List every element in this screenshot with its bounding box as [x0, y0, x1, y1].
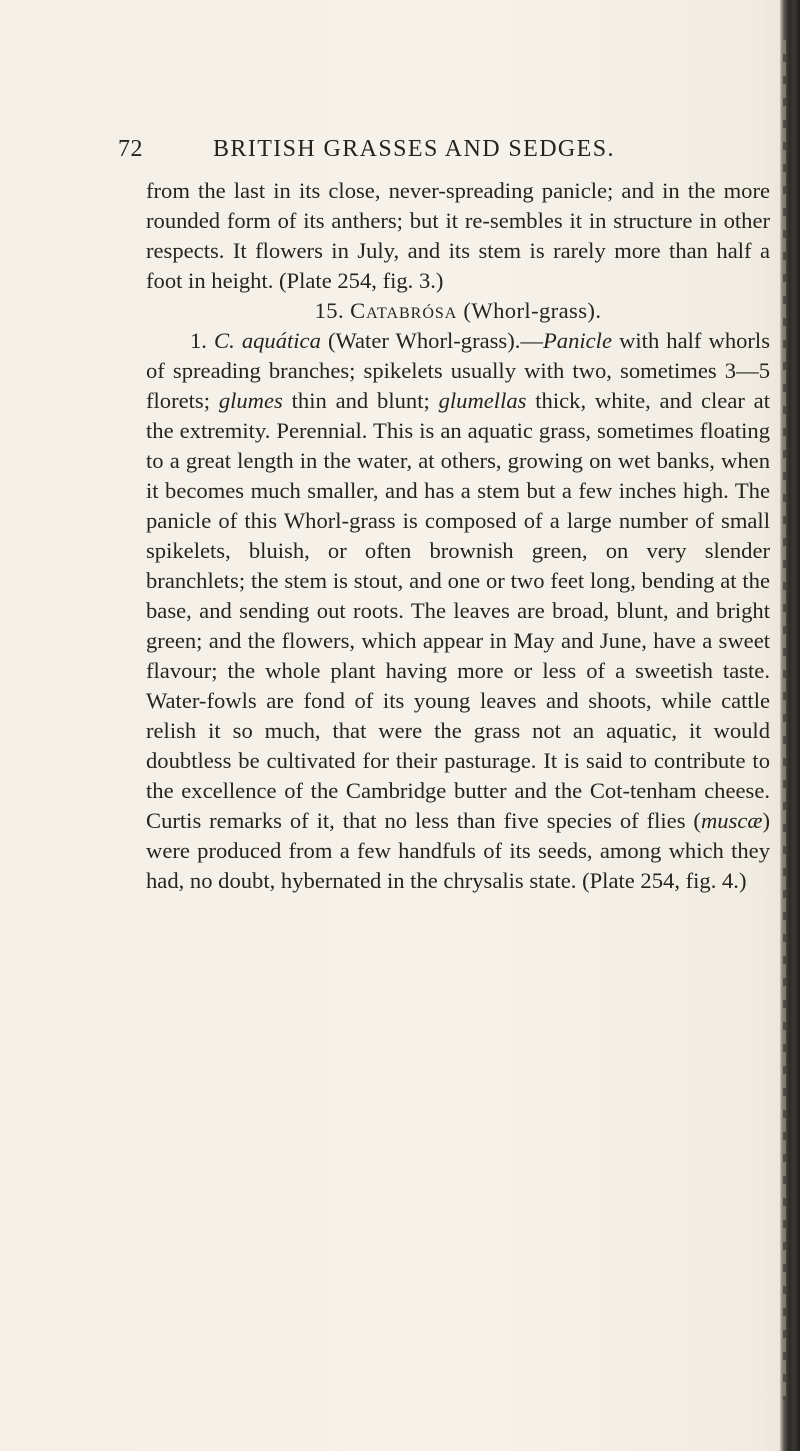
species-common-name: (Water Whorl-grass).— — [327, 328, 543, 353]
glumes-description: thin and blunt; — [282, 388, 439, 413]
glumellas-term: glumellas — [438, 388, 527, 413]
muscae-term: muscæ — [700, 808, 763, 833]
running-head: BRITISH GRASSES AND SEDGES. — [213, 136, 615, 162]
page-number: 72 — [118, 136, 143, 162]
body-text — [146, 176, 770, 896]
closing-text: ) were produced from a few handfuls of its seeds, among which they had, no doubt, hybernated in the chrysalis state. (Plate 254, fig. 4.) — [146, 808, 770, 893]
section-number: 15. — [314, 298, 345, 323]
panicle-term: Panicle — [542, 328, 612, 353]
panicle-description: with half whorls of spreading branches; spikelets usually with two, sometimes 3—5 florets; — [146, 328, 771, 413]
species-name: C. aquática — [214, 328, 321, 353]
species-number: 1. — [190, 328, 207, 353]
section-heading — [146, 296, 770, 326]
species-paragraph — [146, 326, 770, 896]
genus-common-name: (Whorl-grass). — [463, 298, 602, 323]
page-binding-edge — [780, 0, 800, 1451]
continuation-paragraph: from the last in its close, never-spreading panicle; and in the more rounded form of its anthers; but it re-sembles it in structure in other respects. It flowers in July, and its stem is rarely more than half a foot in height. (Plate 254, fig. 3.) — [146, 178, 770, 293]
glumes-term: glumes — [218, 388, 283, 413]
page-header — [0, 136, 780, 168]
genus-name: Catabrósa — [350, 298, 458, 323]
species-description: thick, white, and clear at the extremity. Perennial. This is an aquatic grass, sometimes floating to a great length in the water, at others, growing on wet banks, when it becomes much smaller, and has a stem but a few inches high. The panicle of this Whorl-grass is composed of a large number of small spikelets, bluish, or often brownish green, on very slender branchlets; the stem is stout, and one or two feet long, bending at the base, and sending out roots. The leaves are broad, blunt, and bright green; and the flowers, which appear in May and June, have a sweet flavour; the whole plant having more or less of a sweetish taste. Water-fowls are fond of its young leaves and shoots, while cattle relish it so much, that were the grass not an aquatic, it would doubtless be cultivated for their pasturage. It is said to contribute to the excellence of the Cambridge butter and the Cot-tenham cheese. Curtis remarks of it, that no less than five species of flies ( — [146, 388, 770, 833]
